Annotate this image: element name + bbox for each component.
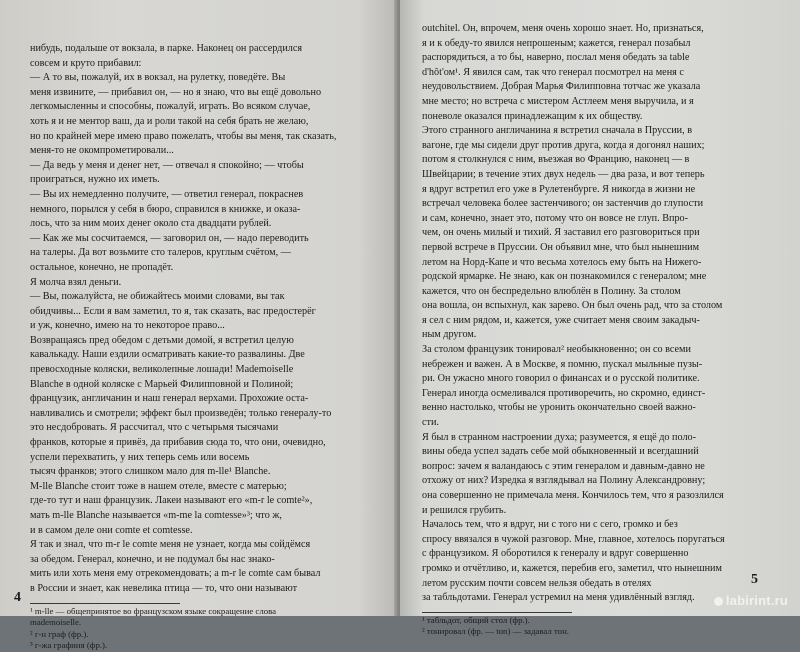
text-line: Генерал иногда осмеливался противоречить, но скромно, единст-: [422, 387, 706, 399]
text-line: летом на Норд-Капе и что весьма хотелось ему быть на Нижего-: [422, 256, 702, 268]
text-line: мать m-lle Blanche называется «m-me la comtesse»³; что ж,: [30, 510, 282, 521]
text-line: чем, он очень милый и тихий. Я заставил его разговориться при: [422, 227, 700, 239]
text-line: За столом французик тонировал² необыкновенно; он со всеми: [422, 344, 691, 356]
text-line: — Да ведь у меня и денег нет, — отвечал я спокойно; — чтобы: [30, 159, 304, 171]
footnote-line: mademoiselle.: [30, 617, 82, 628]
text-line: вины обеда успел задать себе мой обыкновенный и всегдашний: [422, 446, 699, 458]
text-line: я вдруг встретил его уже в Рулетенбурге. Я никогда в жизни не: [422, 183, 696, 195]
text-line: Началось тем, что я вдруг, ни с того ни с сего, громко и без: [422, 519, 678, 531]
text-line: потом я столкнулся с ним, въезжая во Францию, наконец — в: [422, 154, 690, 166]
left-page: [0, 0, 398, 651]
watermark-text: labirint.ru: [725, 593, 788, 608]
text-line: и уж, конечно, имею на то некоторое право...: [30, 320, 225, 332]
text-line: неудовольствием. Добрая Марья Филипповна тотчас же указала: [422, 81, 701, 93]
text-line: — Как же мы сосчитаемся, — заговорил он, — надо переводить: [30, 232, 309, 244]
footnote-line: ¹ m-lle — общепринятое во французском языке сокращение слова: [30, 605, 277, 616]
text-line: тысяч франков; этого слишком мало для m-lle¹ Blanche.: [30, 466, 271, 478]
text-line: за табльдотами. Генерал устремил на меня удивлённый взгляд.: [422, 592, 695, 604]
text-line: первой встрече в Пруссии. Он объявил мне, что был нынешним: [422, 241, 700, 253]
text-line: остальное, конечно, не пропадёт.: [30, 261, 174, 273]
text-line: на талеры. Да вот возьмите сто талеров, круглым счётом, —: [30, 247, 291, 259]
text-line: вагоне, где мы сидели друг против друга, когда я догонял наших;: [422, 139, 705, 151]
text-line: Возвращаясь пред обедом с детьми домой, я встретил целую: [30, 334, 294, 346]
text-line: ри. Он ужасно много говорил о финансах и о русской политике.: [422, 373, 700, 385]
footnote-line: ² г-н граф (фр.).: [30, 628, 89, 639]
text-line: — Вы, пожалуйста, не обижайтесь моими словами, вы так: [30, 291, 285, 303]
text-line: ным другом.: [422, 329, 477, 341]
text-line: отхожу от них? Изредка я взглядывал на Полину Александровну;: [422, 475, 706, 487]
text-line: кавалькаду. Наши ездили осматривать какие-то развалины. Две: [30, 349, 305, 361]
text-line: и решился грубить.: [422, 504, 507, 516]
text-line: в России и знает, как невелика птица — то, что они называют: [30, 582, 298, 594]
text-line: родской ярмарке. Не знаю, как он познакомился с генералом; мне: [422, 271, 707, 283]
text-line: вопрос: зачем я валандаюсь с этим генералом и давным-давно не: [422, 460, 705, 472]
text-line: обидчивы... Если я вам заметил, то я, так сказать, вас предостерёг: [30, 305, 316, 317]
text-line: меня извините, — прибавил он, — но я знаю, что вы ещё довольно: [30, 86, 322, 98]
page-number-left: 4: [14, 590, 21, 605]
text-line: я сел с ним рядом, и, кажется, уже считает меня своим закадыч-: [422, 314, 700, 326]
text-line: проиграться, нужно их иметь.: [30, 174, 160, 186]
labirint-logo-icon: [714, 597, 723, 606]
text-line: M-lle Blanche стоит тоже в нашем отеле, вместе с матерью;: [30, 480, 287, 492]
text-line: превосходные коляски, великолепные лошади! Mademoiselle: [30, 364, 294, 376]
text-line: венно настолько, чтобы не уронить окончательно своей важно-: [422, 402, 696, 414]
text-line: сти.: [422, 417, 439, 429]
text-line: встречал человека более застенчивого; он застенчив до глупости: [422, 198, 704, 210]
text-line: она совершенно не примечала меня. Кончилось тем, что я разозлился: [422, 490, 724, 501]
text-line: мить или хоть меня ему отрекомендовать; а m-r le comte сам бывал: [30, 568, 321, 580]
right-page-text: [422, 22, 776, 606]
watermark-logo: [714, 593, 788, 608]
text-line: Этого странного англичанина я встретил сначала в Пруссии, в: [422, 125, 693, 137]
page-number-right: 5: [751, 572, 758, 587]
text-line: мне место; но встреча с мистером Астлеем меня выручила, и я: [422, 95, 694, 107]
text-line: летом русским почти совсем нельзя обедать в отелях: [422, 577, 652, 589]
right-footnotes: [422, 615, 776, 638]
text-line: Blanche в одной коляске с Марьей Филипповной и Полиной;: [30, 378, 294, 390]
text-line: громко и отчётливо, и, кажется, перебив его, заметил, что нынешним: [422, 562, 722, 574]
text-line: outchitel. Он, впрочем, меня очень хорошо знает. Но, признаться,: [422, 23, 704, 34]
text-line: кажется, что он беспредельно влюблён в Полину. За столом: [422, 285, 681, 297]
footnote-line: ² тонировал (фр. — ton) — задавал тон.: [422, 626, 569, 637]
text-line: легкомысленны и способны, пожалуй, играть. Во всяком случае,: [30, 101, 311, 113]
text-line: и сам, конечно, знает это, потому что он вовсе не глуп. Впро-: [422, 212, 689, 224]
text-line: она вошла, он вспыхнул, как зарево. Он был очень рад, что за столом: [422, 300, 723, 312]
text-line: но по крайней мере имею право пожелать, чтобы вы меня, так сказать,: [30, 130, 337, 142]
footnote-line: ³ г-жа графиня (фр.).: [30, 640, 108, 651]
text-line: небрежен и важен. А в Москве, я помню, пускал мыльные пузы-: [422, 358, 703, 370]
text-line: немного, порылся у себя в бюро, справился в книжке, и оказа-: [30, 203, 301, 215]
text-line: Я так и знал, что m-r le comte меня не узнает, когда мы сойдёмся: [30, 539, 311, 551]
left-footnotes: [30, 606, 380, 652]
text-line: французик, англичанин и наш генерал верхами. Прохожие оста-: [30, 393, 309, 405]
text-line: успели перехватить, у них теперь семь или восемь: [30, 451, 250, 463]
text-line: я и к обеду-то явился непрошеным; кажется, генерал позабыл: [422, 37, 691, 49]
text-line: навливались и смотрели; эффект был произведён; только генералу-то: [30, 407, 332, 419]
text-line: меня-то не окомпрометировали...: [30, 145, 174, 157]
text-line: распорядиться, а то бы, наверно, послал меня обедать за table: [422, 52, 690, 64]
text-line: поневоле оказался принадлежащим к их обществу.: [422, 110, 643, 122]
text-line: лось, что за ним моих денег около ста двадцати рублей.: [30, 218, 272, 230]
text-line: Я молча взял деньги.: [30, 276, 122, 288]
text-line: Я был в странном настроении духа; разумеется, я ещё до поло-: [422, 431, 697, 443]
text-line: за обедом. Генерал, конечно, и не подумал бы нас знако-: [30, 553, 275, 565]
text-line: — А то вы, пожалуй, их в вокзал, на рулетку, поведёте. Вы: [30, 72, 286, 84]
text-line: это несдобровать. Я рассчитал, что с четырьмя тысячами: [30, 422, 279, 434]
text-line: хоть я и не ментор ваш, да и роли такой на себя брать не желаю,: [30, 115, 309, 127]
text-line: Швейцарии; в течение этих двух недель — два раза, и вот теперь: [422, 168, 705, 180]
text-line: нибудь, подальше от вокзала, в парке. Наконец он рассердился: [30, 43, 303, 54]
text-line: где-то тут и наш французик. Лакеи называют его «m-r le comte²»,: [30, 495, 313, 507]
text-line: и в самом деле они comte et comtesse.: [30, 524, 193, 536]
text-line: — Вы их немедленно получите, — ответил генерал, покраснев: [30, 188, 304, 200]
right-page: [400, 0, 800, 637]
left-page-text: [30, 42, 380, 597]
text-line: франков, которые я привёз, да прибавив сюда то, что они, очевидно,: [30, 437, 326, 449]
footnote-line: ¹ табльдот, общий стол (фр.).: [422, 614, 530, 625]
text-line: совсем и круто прибавил:: [30, 57, 142, 69]
text-line: с французиком. Я оборотился к генералу и вдруг совершенно: [422, 548, 689, 560]
text-line: d'hôt'ом¹. Я явился сам, так что генерал посмотрел на меня с: [422, 66, 684, 78]
text-line: спросу ввязался в чужой разговор. Мне, главное, хотелось поругаться: [422, 533, 725, 545]
